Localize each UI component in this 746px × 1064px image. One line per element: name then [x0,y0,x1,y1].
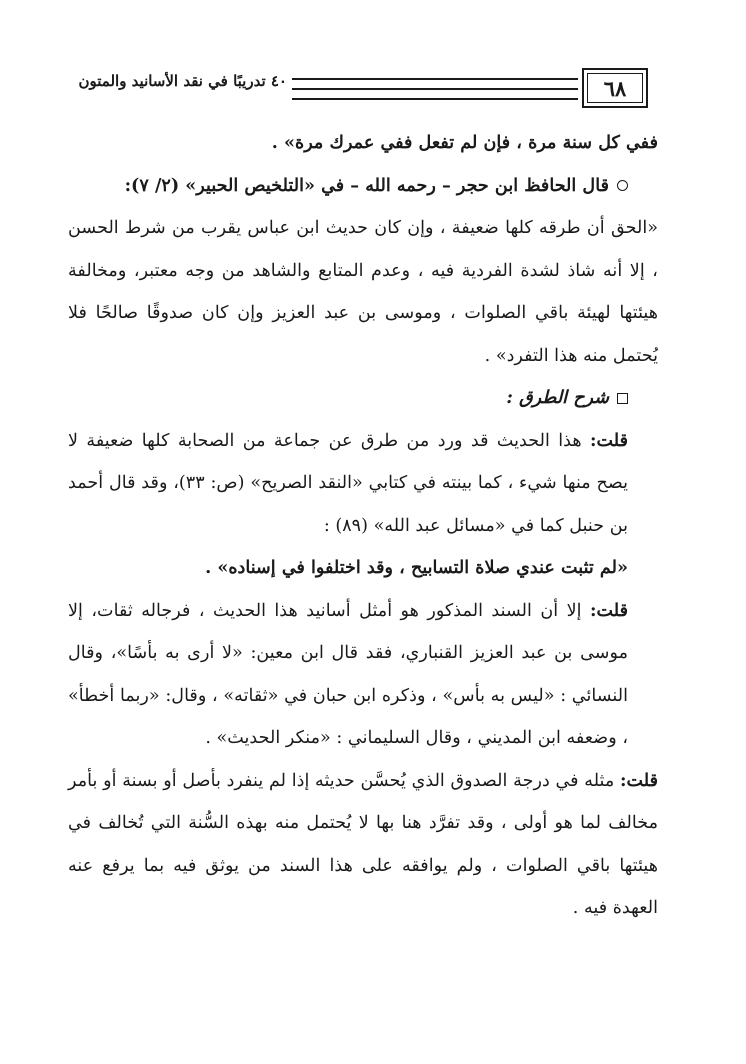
paragraph-2-text: إلا أن السند المذكور هو أمثل أسانيد هذا الحديث ، فرجاله ثقات، إلا موسى بن عبد العزيز القنباري، فقد قال ابن معين: «لا أرى به بأسًا»، وقال النسائي : «ليس به بأس» ، وذكره ابن حبان في «ثقاته» ، وقال: «ربما أخطأ» ، وضعفه ابن المديني ، وقال السليماني : «منكر الحديث» . [68,600,628,748]
page-number-box [582,68,648,108]
circle-bullet-icon [617,180,628,191]
paragraph-2 [68,590,658,760]
page-header [78,68,652,114]
header-rule-line [292,98,578,100]
ibn-hajar-intro-paragraph [68,165,658,208]
page-body [68,122,658,930]
paragraph-1 [68,420,658,548]
header-rule-line [292,88,578,90]
header-rules [292,78,578,100]
paragraph-1-lead: قلت: [590,429,629,451]
continued-line: ففي كل سنة مرة ، فإن لم تفعل ففي عمرك مرة» . [271,132,658,153]
paragraph-3-lead: قلت: [619,769,658,791]
square-bullet-icon [617,393,628,404]
ahmad-quote: «لم تثبت عندي صلاة التسابيح ، وقد اختلفوا في إسناده» . [205,557,628,578]
paragraph-1-text: هذا الحديث قد ورد من طرق عن جماعة من الصحابة كلها ضعيفة لا يصح منها شيء ، كما بينته في كتابي «النقد الصريح» (ص: ٣٣)، وقد قال أحمد بن حنبل كما في «مسائل عبد الله» (٨٩) : [68,430,629,536]
ibn-hajar-intro: قال الحافظ ابن حجر – رحمه الله – في «التلخيص الحبير» (٢/ ٧): [124,174,609,196]
header-rule-line [292,78,578,80]
section-heading: شرح الطرق : [506,387,609,408]
paragraph-3 [68,760,658,930]
paragraph-2-lead: قلت: [590,599,629,621]
paragraph-3-text: مثله في درجة الصدوق الذي يُحسَّن حديثه إذا لم ينفرد بأصل أو بسنة أو بأمر مخالف لما هو أولى ، وقد تفرَّد هنا بها لا يُحتمل منه بهذه السُّنة التي تُخالف في هيئتها باقي الصلوات ، ولم يوافقه على هذا السند من يوثق فيه بما يرفع عنه العهدة فيه . [68,770,658,918]
section-heading-paragraph [68,377,658,420]
page-number: ٦٨ [603,75,627,101]
running-title: ٤٠ تدريبًا في نقد الأسانيد والمتون [78,72,287,90]
ibn-hajar-quote: «الحق أن طرقه كلها ضعيفة ، وإن كان حديث ابن عباس يقرب من شرط الحسن ، إلا أنه شاذ لشدة الفردية فيه ، وعدم المتابع والشاهد من وجه معتبر، ومخالفة هيئتها لهيئة باقي الصلوات ، وموسى بن عبد العزيز وإن كان صدوقًا صالحًا فلا يُحتمل منه هذا التفرد» . [68,218,658,366]
